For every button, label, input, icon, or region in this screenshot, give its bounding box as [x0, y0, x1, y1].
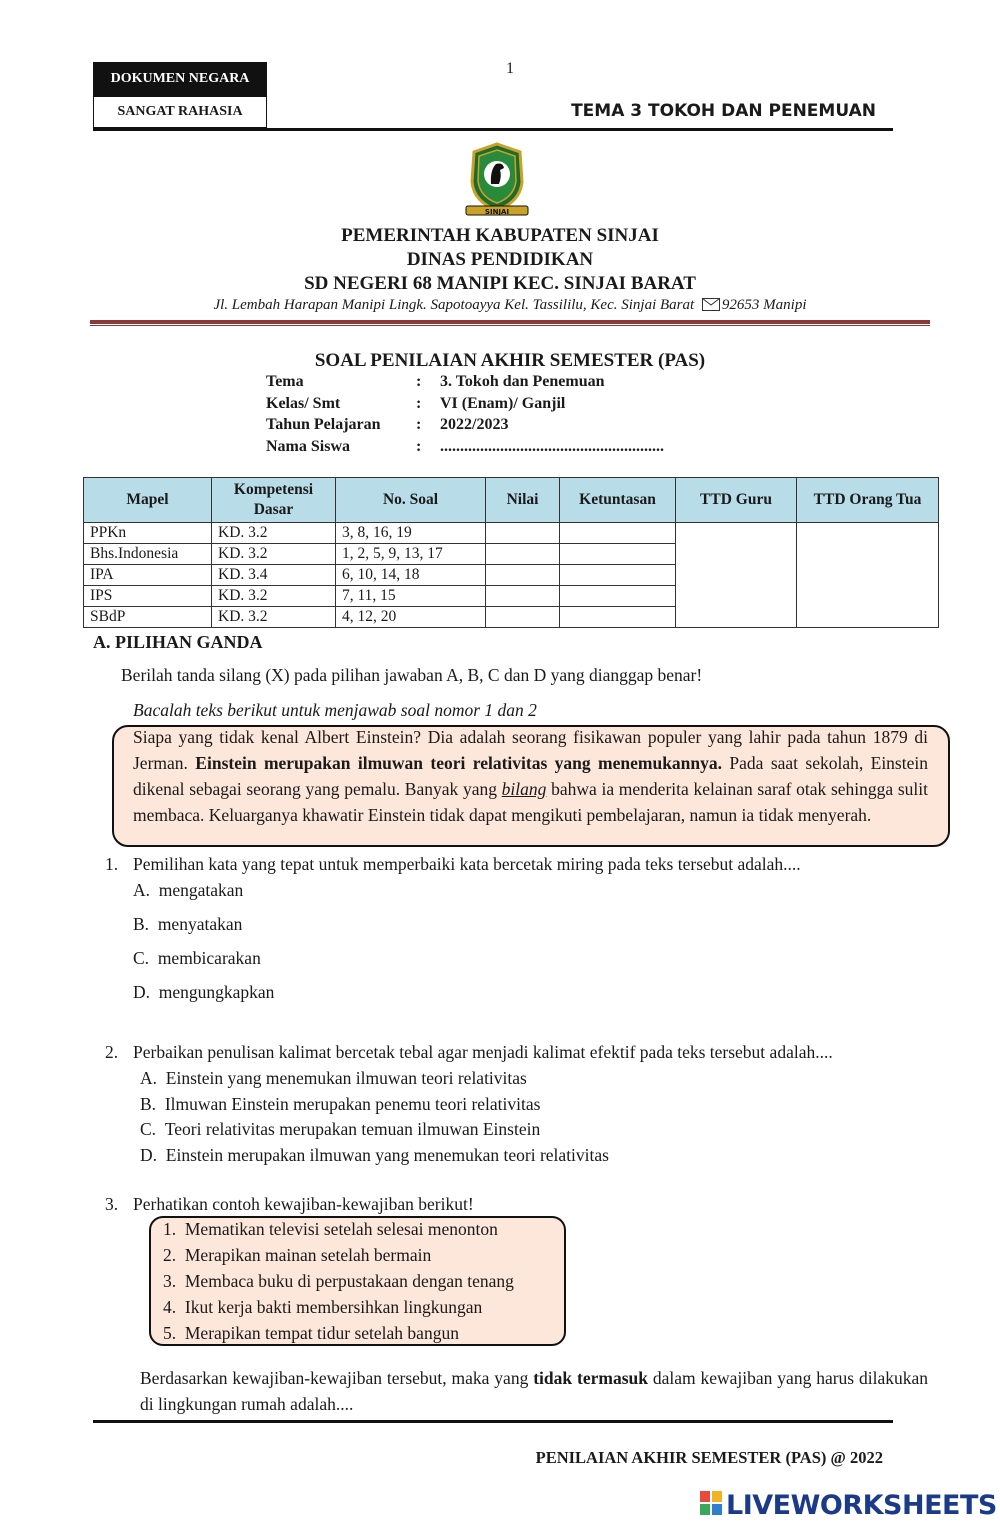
question-2-option-d[interactable] [140, 1145, 609, 1166]
department-name: DINAS PENDIDIKAN [406, 249, 594, 270]
government-name: PEMERINTAH KABUPATEN SINJAI [341, 225, 659, 246]
cell-kd: KD. 3.4 [212, 565, 336, 586]
mail-icon [702, 298, 720, 316]
option-letter: B. [140, 1094, 157, 1114]
option-text: menyatakan [157, 914, 243, 934]
question-2-text: Perbaikan penulisan kalimat bercetak tebal agar menjadi kalimat efektif pada teks tersebut adalah.... [133, 1042, 833, 1062]
option-letter: C. [133, 948, 150, 968]
list-text: Ikut kerja bakti membersihkan lingkungan [184, 1297, 483, 1317]
letterhead-divider-thin [90, 325, 930, 326]
cell-ketuntasan[interactable] [560, 586, 676, 607]
option-letter: D. [140, 1145, 158, 1165]
header-ttd-guru: TTD Guru [676, 478, 797, 523]
passage-text: Siapa yang tidak kenal Albert Einstein? Dia adalah seorang fisikawan populer yang lahir pada tahun 1879 di Jerman. [133, 727, 928, 773]
list-number: 4. [163, 1297, 177, 1317]
question-2-number: 2. [105, 1042, 119, 1062]
regency-crest-icon [462, 140, 532, 220]
meta-colon: : [416, 416, 422, 433]
header-kompetensi-dasar: Kompetensi Dasar [212, 478, 336, 523]
meta-label: Kelas/ Smt [266, 395, 341, 412]
cell-kd: KD. 3.2 [212, 523, 336, 544]
list-item [163, 1245, 431, 1266]
list-text: Membaca buku di perpustakaan dengan tenang [184, 1271, 514, 1291]
reading-instruction: Bacalah teks berikut untuk menjawab soal nomor 1 dan 2 [133, 700, 537, 720]
student-name-field[interactable]: ........................................................ [440, 438, 664, 455]
address-street: Jl. Lembah Harapan Manipi Lingk. Sapotoayya Kel. Tassililu, Kec. Sinjai Barat [213, 297, 695, 313]
cell-ketuntasan[interactable] [560, 607, 676, 628]
passage-text: Pada saat sekolah, Einstein dikenal sebagai seorang yang pemalu. Banyak yang [133, 753, 928, 799]
cell-nilai[interactable] [486, 523, 560, 544]
cell-ketuntasan[interactable] [560, 523, 676, 544]
question-1-option-d[interactable] [133, 982, 274, 1003]
header-ketuntasan: Ketuntasan [560, 478, 676, 523]
cell-no-soal: 7, 11, 15 [336, 586, 486, 607]
liveworksheets-watermark[interactable] [700, 1490, 995, 1520]
question-2-option-b[interactable] [140, 1094, 540, 1115]
option-letter: A. [133, 880, 151, 900]
cell-mapel: IPA [84, 565, 212, 586]
section-instruction: Berilah tanda silang (X) pada pilihan jawaban A, B, C dan D yang dianggap benar! [121, 665, 703, 685]
school-name: SD NEGERI 68 MANIPI KEC. SINJAI BARAT [304, 273, 696, 294]
cell-no-soal: 1, 2, 5, 9, 13, 17 [336, 544, 486, 565]
list-item [163, 1271, 514, 1292]
cell-nilai[interactable] [486, 607, 560, 628]
list-text: Merapikan tempat tidur setelah bangun [184, 1323, 459, 1343]
cell-nilai[interactable] [486, 544, 560, 565]
table-header-row [84, 478, 939, 523]
prompt-bold: tidak termasuk [533, 1368, 648, 1388]
address-postal: 92653 Manipi [721, 297, 807, 313]
school-address [0, 297, 1000, 316]
prompt-text: Berdasarkan kewajiban-kewajiban tersebut, maka yang [140, 1368, 534, 1388]
meta-label: Nama Siswa [266, 438, 351, 455]
option-letter: D. [133, 982, 151, 1002]
prompt-text: dalam kewajiban yang harus dilakukan di lingkungan rumah adalah.... [140, 1368, 928, 1414]
header-nilai: Nilai [486, 478, 560, 523]
exam-title: SOAL PENILAIAN AKHIR SEMESTER (PAS) [314, 350, 706, 371]
footer-text: PENILAIAN AKHIR SEMESTER (PAS) @ 2022 [535, 1448, 883, 1467]
meta-colon: : [416, 373, 422, 390]
question-3-prompt [140, 1365, 928, 1417]
meta-value: VI (Enam)/ Ganjil [440, 395, 566, 412]
cell-nilai[interactable] [486, 586, 560, 607]
reading-passage [133, 724, 928, 828]
secret-classification-label: SANGAT RAHASIA [93, 96, 267, 128]
cell-ttd-guru[interactable] [676, 523, 797, 628]
question-2-option-a[interactable] [140, 1068, 527, 1089]
liveworksheets-logo-icon [700, 1491, 722, 1520]
cell-mapel: PPKn [84, 523, 212, 544]
option-letter: B. [133, 914, 150, 934]
score-table [83, 477, 939, 628]
option-letter: C. [140, 1119, 157, 1139]
footer-divider [93, 1420, 893, 1423]
theme-heading: TEMA 3 TOKOH DAN PENEMUAN [571, 101, 876, 121]
meta-colon: : [416, 438, 422, 455]
question-3-text: Perhatikan contoh kewajiban-kewajiban berikut! [133, 1194, 474, 1214]
cell-no-soal: 4, 12, 20 [336, 607, 486, 628]
letterhead-divider [90, 320, 930, 324]
option-text: Ilmuwan Einstein merupakan penemu teori relativitas [164, 1094, 541, 1114]
cell-no-soal: 6, 10, 14, 18 [336, 565, 486, 586]
option-text: Teori relativitas merupakan temuan ilmuwan Einstein [164, 1119, 541, 1139]
option-text: membicarakan [157, 948, 261, 968]
header-divider [93, 128, 893, 131]
list-number: 3. [163, 1271, 177, 1291]
question-1-option-b[interactable] [133, 914, 242, 935]
header-ttd-orang-tua: TTD Orang Tua [797, 478, 939, 523]
list-number: 5. [163, 1323, 177, 1343]
passage-italic-word: bilang [501, 779, 547, 799]
option-text: mengungkapkan [158, 982, 275, 1002]
list-number: 1. [163, 1219, 177, 1239]
crest-banner-text: SINJAI [484, 208, 510, 216]
option-text: Einstein yang menemukan ilmuwan teori relativitas [165, 1068, 527, 1088]
cell-ttd-orang-tua[interactable] [797, 523, 939, 628]
cell-mapel: IPS [84, 586, 212, 607]
list-item [163, 1297, 482, 1318]
passage-text: bahwa ia menderita kelainan saraf otak sehingga sulit membaca. Keluarganya khawatir Einstein tidak dapat mengikuti pembelajaran, namun ia tidak menyerah. [133, 779, 929, 825]
list-item [163, 1323, 459, 1344]
meta-value: 3. Tokoh dan Penemuan [440, 373, 605, 390]
option-letter: A. [140, 1068, 158, 1088]
list-item [163, 1219, 498, 1240]
meta-label: Tema [266, 373, 304, 390]
question-2-option-c[interactable] [140, 1119, 540, 1140]
list-text: Mematikan televisi setelah selesai menonton [184, 1219, 498, 1239]
question-3-number: 3. [105, 1194, 119, 1214]
cell-kd: KD. 3.2 [212, 544, 336, 565]
option-text: mengatakan [158, 880, 244, 900]
header-mapel: Mapel [84, 478, 212, 523]
document-classification-label: DOKUMEN NEGARA [93, 62, 267, 96]
question-1-option-a[interactable] [133, 880, 243, 901]
question-1-text: Pemilihan kata yang tepat untuk memperbaiki kata bercetak miring pada teks tersebut adalah.... [133, 854, 801, 874]
cell-kd: KD. 3.2 [212, 607, 336, 628]
cell-mapel: SBdP [84, 607, 212, 628]
section-a-title: A. PILIHAN GANDA [93, 632, 263, 652]
table-row [84, 523, 939, 544]
question-1-number: 1. [105, 854, 119, 874]
cell-nilai[interactable] [486, 565, 560, 586]
cell-no-soal: 3, 8, 16, 19 [336, 523, 486, 544]
cell-ketuntasan[interactable] [560, 544, 676, 565]
list-number: 2. [163, 1245, 177, 1265]
passage-bold-sentence: Einstein merupakan ilmuwan teori relativitas yang menemukannya. [195, 753, 723, 773]
meta-colon: : [416, 395, 422, 412]
watermark-brand-text: LIVEWORKSHEETS [726, 1489, 997, 1521]
cell-mapel: Bhs.Indonesia [84, 544, 212, 565]
meta-label: Tahun Pelajaran [266, 416, 381, 433]
list-text: Merapikan mainan setelah bermain [184, 1245, 432, 1265]
header-no-soal: No. Soal [336, 478, 486, 523]
cell-kd: KD. 3.2 [212, 586, 336, 607]
cell-ketuntasan[interactable] [560, 565, 676, 586]
meta-value: 2022/2023 [440, 416, 509, 433]
page-number: 1 [506, 60, 514, 77]
question-1-option-c[interactable] [133, 948, 261, 969]
option-text: Einstein merupakan ilmuwan yang menemukan teori relativitas [165, 1145, 609, 1165]
